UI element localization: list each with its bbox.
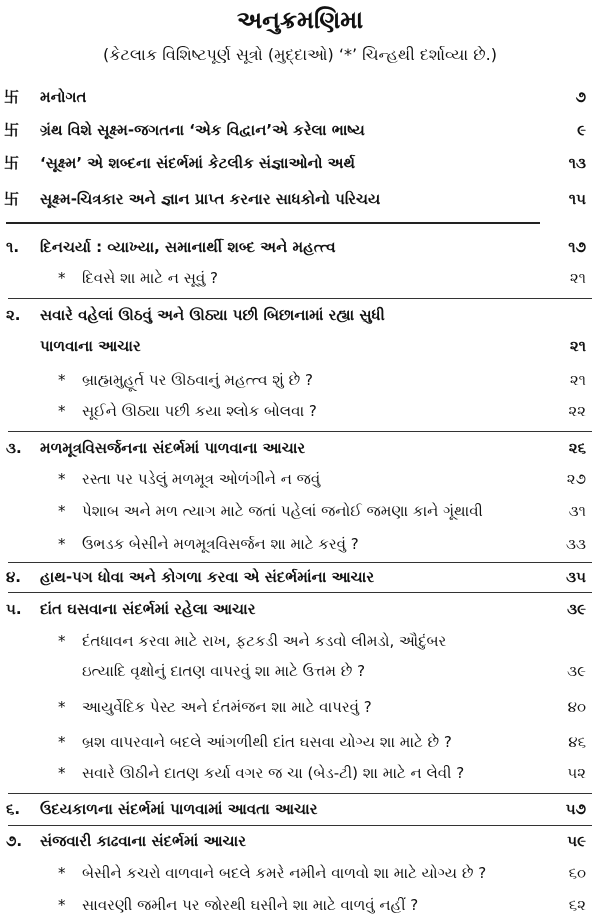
page-number: ૪૬ xyxy=(568,733,586,751)
page-number: ૬૦ xyxy=(568,864,586,882)
sub-entry-title: આયુર્વેદિક પેસ્ટ અને દંતમંજન શા માટે વાપરવું ? xyxy=(82,698,372,716)
section-divider xyxy=(6,222,540,224)
swastika-icon: 卐 xyxy=(4,88,20,106)
asterisk-icon: * xyxy=(58,535,66,553)
page-number: ૩૧ xyxy=(568,502,586,520)
page-number: ૨૧ xyxy=(569,337,586,355)
asterisk-icon: * xyxy=(58,470,66,488)
page-number: ૯ xyxy=(577,121,586,139)
sub-entry-title-line2: ઇત્યાદિ વૃક્ષોનું દાતણ વાપરવું શા માટે ઉત્તમ છે ? xyxy=(82,662,366,680)
sub-entry-title: સૂઈને ઊઠ્યા પછી કયા શ્લોક બોલવા ? xyxy=(82,402,317,420)
page-number: ૧૫ xyxy=(568,190,586,208)
entry-title: ગ્રંથ વિશે સૂક્ષ્મ-જગતના ‘એક વિદ્વાન’એ કરેલા ભાષ્ય xyxy=(40,121,365,139)
swastika-icon: 卐 xyxy=(4,190,20,208)
entry-title: સૂક્ષ્મ-ચિત્રકાર અને જ્ઞાન પ્રાપ્ત કરનાર સાધકોનો પરિચય xyxy=(40,190,381,208)
asterisk-icon: * xyxy=(58,764,66,782)
chapter-number: ૧. xyxy=(6,238,20,256)
chapter-separator xyxy=(8,825,592,826)
asterisk-icon: * xyxy=(58,864,66,882)
sub-entry-title: પેશાબ અને મળ ત્યાગ માટે જતાં પહેલાં જનોઈ જમણા કાને ગૂંથાવી xyxy=(82,502,483,520)
sub-entry-title: સવારે ઊઠીને દાતણ કર્યા વગર જ ચા (બેડ-ટી) શા માટે ન લેવી ? xyxy=(82,764,465,782)
asterisk-icon: * xyxy=(58,402,66,420)
chapter-number: ૩. xyxy=(6,439,22,457)
page-number: ૫૨ xyxy=(567,764,586,782)
asterisk-icon: * xyxy=(58,698,66,716)
chapter-number: ૬. xyxy=(6,800,21,818)
sub-entry-title: દિવસે શા માટે ન સૂવું ? xyxy=(82,269,218,287)
page-number: ૫૯ xyxy=(567,832,586,850)
page-number: ૨૬ xyxy=(568,439,586,457)
chapter-number: ૭. xyxy=(6,832,23,850)
page-number: ૬૨ xyxy=(568,896,586,914)
chapter-separator xyxy=(8,431,592,432)
page-number: ૨૭ xyxy=(566,470,586,488)
chapter-title: ઉદયકાળના સંદર્ભમાં પાળવામાં આવતા આચાર xyxy=(40,800,318,818)
chapter-title: હાથ-પગ ધોવા અને કોગળા કરવા એ સંદર્ભમાંના આચાર xyxy=(40,568,375,586)
sub-entry-title: ઉભડક બેસીને મળમૂત્રવિસર્જન શા માટે કરવું ? xyxy=(82,535,359,553)
asterisk-icon: * xyxy=(58,733,66,751)
entry-title: મનોગત xyxy=(40,88,87,106)
page-number: ૩૯ xyxy=(567,662,586,680)
chapter-number: ૪. xyxy=(6,568,21,586)
chapter-title: સંજવારી કાઢવાના સંદર્ભમાં આચાર xyxy=(40,832,246,850)
chapter-title: દિનચર્યા : વ્યાખ્યા, સમાનાર્થી શબ્દ અને મહત્ત્વ xyxy=(40,238,336,256)
chapter-title: સવારે વહેલાં ઊઠવું અને ઊઠ્યા પછી બિછાનામાં રહ્યા સુધી xyxy=(40,306,385,324)
page-number: ૩૯ xyxy=(567,600,586,618)
chapter-number: ૫. xyxy=(6,600,22,618)
swastika-icon: 卐 xyxy=(4,154,20,172)
page-number: ૫૭ xyxy=(565,800,586,818)
chapter-separator xyxy=(8,592,592,593)
asterisk-icon: * xyxy=(58,502,66,520)
chapter-number: ૨. xyxy=(6,306,21,324)
page-number: ૨૧ xyxy=(569,371,586,389)
sub-entry-title: દંતધાવન કરવા માટે રાખ, ફટકડી અને કડવો લીમડો, ઔદુંબર xyxy=(82,632,447,650)
page-number: ૩૩ xyxy=(566,535,586,553)
page-number: ૭ xyxy=(575,88,586,106)
page-number: ૧૭ xyxy=(568,238,586,256)
chapter-title-line2: પાળવાના આચાર xyxy=(40,337,141,355)
page-note: (કેટલાક વિશિષ્ટપૂર્ણ સૂત્રો (મુદ્દાઓ) ‘*’ ચિન્હથી દર્શાવ્યા છે.) xyxy=(102,45,498,64)
asterisk-icon: * xyxy=(58,371,66,389)
sub-entry-title: સાવરણી જમીન પર જોરથી ઘસીને શા માટે વાળવું નહીં ? xyxy=(82,896,419,914)
page-number: ૨૧ xyxy=(569,269,586,287)
asterisk-icon: * xyxy=(58,269,66,287)
entry-title: ‘સૂક્ષ્મ’ એ શબ્દના સંદર્ભમાં કેટલીક સંજ્ઞાઓનો અર્થ xyxy=(40,154,356,172)
sub-entry-title: બ્રશ વાપરવાને બદલે આંગળીથી દાંત ઘસવા યોગ્ય શા માટે છે ? xyxy=(82,733,452,751)
chapter-title: દાંત ઘસવાના સંદર્ભમાં રહેલા આચાર xyxy=(40,600,256,618)
chapter-title: મળમૂત્રવિસર્જનના સંદર્ભમાં પાળવાના આચાર xyxy=(40,439,306,457)
chapter-separator xyxy=(8,298,592,299)
page-number: ૧૩ xyxy=(568,154,586,172)
sub-entry-title: બ્રાહ્મમુહૂર્ત પર ઊઠવાનું મહત્ત્વ શું છે ? xyxy=(82,371,313,389)
page-number: ૩૫ xyxy=(566,568,586,586)
sub-entry-title: બેસીને કચરો વાળવાને બદલે કમરે નમીને વાળવો શા માટે યોગ્ય છે ? xyxy=(82,864,487,882)
asterisk-icon: * xyxy=(58,896,66,914)
sub-entry-title: રસ્તા પર પડેલું મળમૂત્ર ઓળંગીને ન જવું xyxy=(82,470,321,488)
page-number: ૪૦ xyxy=(567,698,586,716)
asterisk-icon: * xyxy=(58,632,66,650)
chapter-separator xyxy=(8,793,592,794)
page-title: અનુક્રમણિમા xyxy=(236,6,364,34)
page-number: ૨૨ xyxy=(568,402,586,420)
chapter-separator xyxy=(8,562,592,563)
swastika-icon: 卐 xyxy=(4,121,20,139)
